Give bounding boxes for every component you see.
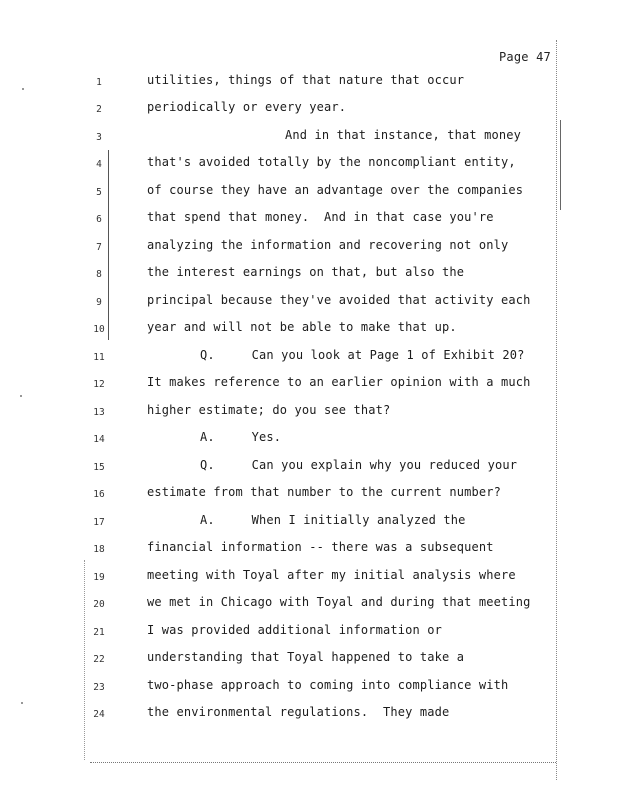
line-text: financial information -- there was a subsequent: [147, 540, 494, 554]
line-number: 20: [93, 599, 105, 610]
line-number: 3: [96, 132, 102, 143]
line-text: that's avoided totally by the noncompliant entity,: [147, 155, 516, 169]
transcript-line: [0, 513, 618, 537]
line-number: 23: [93, 682, 105, 693]
page-number: Page 47: [499, 50, 551, 64]
line-number: 6: [96, 214, 102, 225]
line-text: utilities, things of that nature that occur: [147, 73, 465, 87]
transcript-line: [0, 155, 618, 179]
line-number: 13: [93, 407, 105, 418]
line-number: 5: [96, 187, 102, 198]
transcript-line: [0, 705, 618, 729]
line-number: 19: [93, 572, 105, 583]
transcript-line: [0, 568, 618, 592]
line-text: two-phase approach to coming into compliance with: [147, 678, 509, 692]
line-number: 9: [96, 297, 102, 308]
line-text: the environmental regulations. They made: [147, 705, 450, 719]
line-text: that spend that money. And in that case you're: [147, 210, 494, 224]
line-number: 16: [93, 489, 105, 500]
line-number: 14: [93, 434, 105, 445]
transcript-line: [0, 183, 618, 207]
line-number: 10: [93, 324, 105, 335]
transcript-line: [0, 623, 618, 647]
line-text: A. Yes.: [200, 430, 282, 444]
line-text: of course they have an advantage over the companies: [147, 183, 524, 197]
line-text: year and will not be able to make that up.: [147, 320, 457, 334]
line-number: 17: [93, 517, 105, 528]
transcript-line: [0, 650, 618, 674]
line-text: I was provided additional information or: [147, 623, 442, 637]
line-number: 15: [93, 462, 105, 473]
line-number: 11: [93, 352, 105, 363]
line-number: 2: [96, 104, 102, 115]
transcript-line: [0, 73, 618, 97]
line-text: we met in Chicago with Toyal and during that meeting: [147, 595, 531, 609]
line-text: analyzing the information and recovering not only: [147, 238, 509, 252]
line-number: 21: [93, 627, 105, 638]
line-text: principal because they've avoided that activity each: [147, 293, 531, 307]
transcript-line: [0, 320, 618, 344]
transcript-line: [0, 403, 618, 427]
line-text: estimate from that number to the current number?: [147, 485, 501, 499]
line-text: periodically or every year.: [147, 100, 347, 114]
line-text: meeting with Toyal after my initial analysis where: [147, 568, 516, 582]
transcript-line: [0, 678, 618, 702]
transcript-line: [0, 293, 618, 317]
line-text: It makes reference to an earlier opinion with a much: [147, 375, 531, 389]
line-text: Q. Can you look at Page 1 of Exhibit 20?: [200, 348, 525, 362]
transcript-line: [0, 238, 618, 262]
line-number: 18: [93, 544, 105, 555]
transcript-line: [0, 485, 618, 509]
scan-speck: [21, 702, 23, 704]
line-number: 12: [93, 379, 105, 390]
line-text: A. When I initially analyzed the: [200, 513, 466, 527]
line-number: 24: [93, 709, 105, 720]
line-text: higher estimate; do you see that?: [147, 403, 391, 417]
transcript-line: [0, 375, 618, 399]
transcript-line: [0, 265, 618, 289]
line-text: Q. Can you explain why you reduced your: [200, 458, 518, 472]
line-text: And in that instance, that money: [285, 128, 521, 142]
transcript-line: [0, 595, 618, 619]
line-number: 1: [96, 77, 102, 88]
line-text: understanding that Toyal happened to take a: [147, 650, 465, 664]
transcript-line: [0, 100, 618, 124]
transcript-line: [0, 210, 618, 234]
transcript-line: [0, 348, 618, 372]
transcript-line: [0, 458, 618, 482]
line-text: the interest earnings on that, but also the: [147, 265, 465, 279]
line-number: 8: [96, 269, 102, 280]
transcript-line: [0, 540, 618, 564]
line-number: 4: [96, 159, 102, 170]
line-number: 22: [93, 654, 105, 665]
transcript-line: [0, 430, 618, 454]
transcript-line: [0, 128, 618, 152]
footer-scan-noise: [90, 762, 556, 763]
line-number: 7: [96, 242, 102, 253]
